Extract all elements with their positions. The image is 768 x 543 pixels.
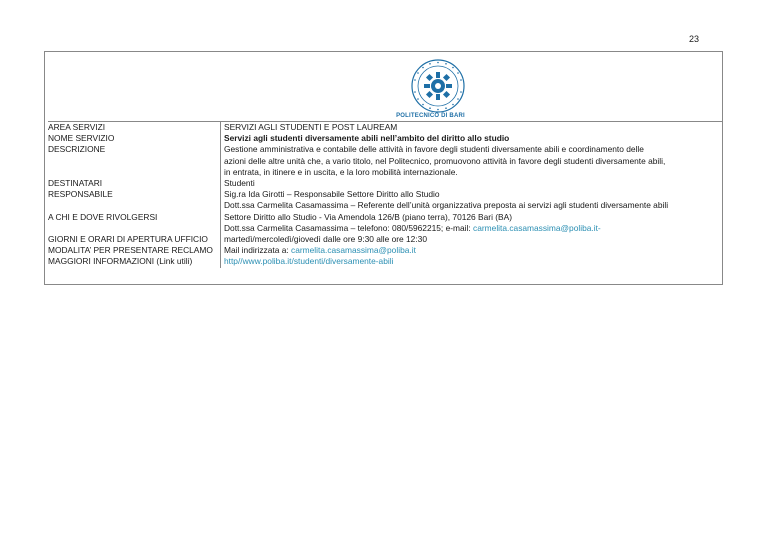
- university-name-caption: POLITECNICO DI BARI: [396, 113, 465, 119]
- table-row-descrizione: [48, 144, 722, 178]
- service-card: [44, 51, 723, 285]
- contact-email-link[interactable]: carmelita.casamassima@poliba.it-: [473, 222, 601, 233]
- description-line: Gestione amministrativa e contabile delle attività in favore degli studenti diversamente abili e coordinamento delle: [224, 144, 644, 155]
- table-row-responsabile: [48, 189, 722, 211]
- row-value: [221, 256, 723, 267]
- table-row-nome-servizio: [48, 133, 722, 144]
- row-value: martedì/mercoledì/giovedì dalle ore 9:30 alle ore 12:30: [224, 234, 427, 245]
- row-value: Servizi agli studenti diversamente abili nell’ambito del diritto allo studio: [224, 133, 510, 144]
- row-value: [221, 189, 723, 211]
- address-line: Settore Diritto allo Studio - Via Amendola 126/B (piano terra), 70126 Bari (BA): [224, 211, 513, 222]
- row-value: SERVIZI AGLI STUDENTI E POST LAUREAM: [221, 122, 723, 134]
- row-label: DESTINATARI: [48, 178, 221, 189]
- info-website-link[interactable]: http//www.poliba.it/studenti/diversamente-abili: [224, 256, 394, 267]
- header-logo-area: [45, 52, 722, 124]
- page-number: 23: [689, 34, 700, 44]
- row-value: [221, 245, 723, 256]
- table-row-area-servizi: [48, 122, 722, 134]
- contact-line: [224, 223, 719, 234]
- row-label: NOME SERVIZIO: [48, 133, 221, 144]
- reclamo-prefix: Mail indirizzata a:: [224, 245, 292, 256]
- service-info-table: [48, 121, 722, 268]
- row-value: [221, 144, 723, 178]
- table-row-link-utili: [48, 256, 722, 267]
- description-line: azioni delle altre unità che, a vario titolo, nel Politecnico, promuovono attività in favore degli studenti diversamente abili,: [224, 155, 666, 166]
- table-row-contatti: [48, 212, 722, 234]
- row-label: GIORNI E ORARI DI APERTURA UFFICIO: [48, 234, 221, 245]
- responsabile-line: Sig.ra Ida Girotti – Responsabile Settore Diritto allo Studio: [224, 189, 440, 200]
- university-seal-icon: [410, 58, 466, 114]
- description-line: in entrata, in itinere e in uscita, e la loro mobilità internazionale.: [224, 166, 458, 177]
- row-label: MODALITA’ PER PRESENTARE RECLAMO: [48, 245, 221, 256]
- row-label: RESPONSABILE: [48, 189, 221, 211]
- row-value: [221, 212, 723, 234]
- reclamo-email-link[interactable]: carmelita.casamassima@poliba.it: [291, 245, 416, 256]
- row-label: MAGGIORI INFORMAZIONI (Link utili): [48, 256, 221, 267]
- table-row-destinatari: [48, 178, 722, 189]
- table-row-orari: [48, 234, 722, 245]
- table-row-reclamo: [48, 245, 722, 256]
- row-label: AREA SERVIZI: [48, 122, 221, 134]
- row-label: A CHI E DOVE RIVOLGERSI: [48, 212, 221, 234]
- contact-prefix: Dott.ssa Carmelita Casamassima – telefono: 080/5962215; e-mail:: [224, 222, 474, 233]
- responsabile-line: Dott.ssa Carmelita Casamassima – Referente dell’unità organizzativa preposta ai servizi agli studenti diversamente abili: [224, 200, 669, 211]
- row-value: Studenti: [224, 178, 255, 189]
- row-label: DESCRIZIONE: [48, 144, 221, 178]
